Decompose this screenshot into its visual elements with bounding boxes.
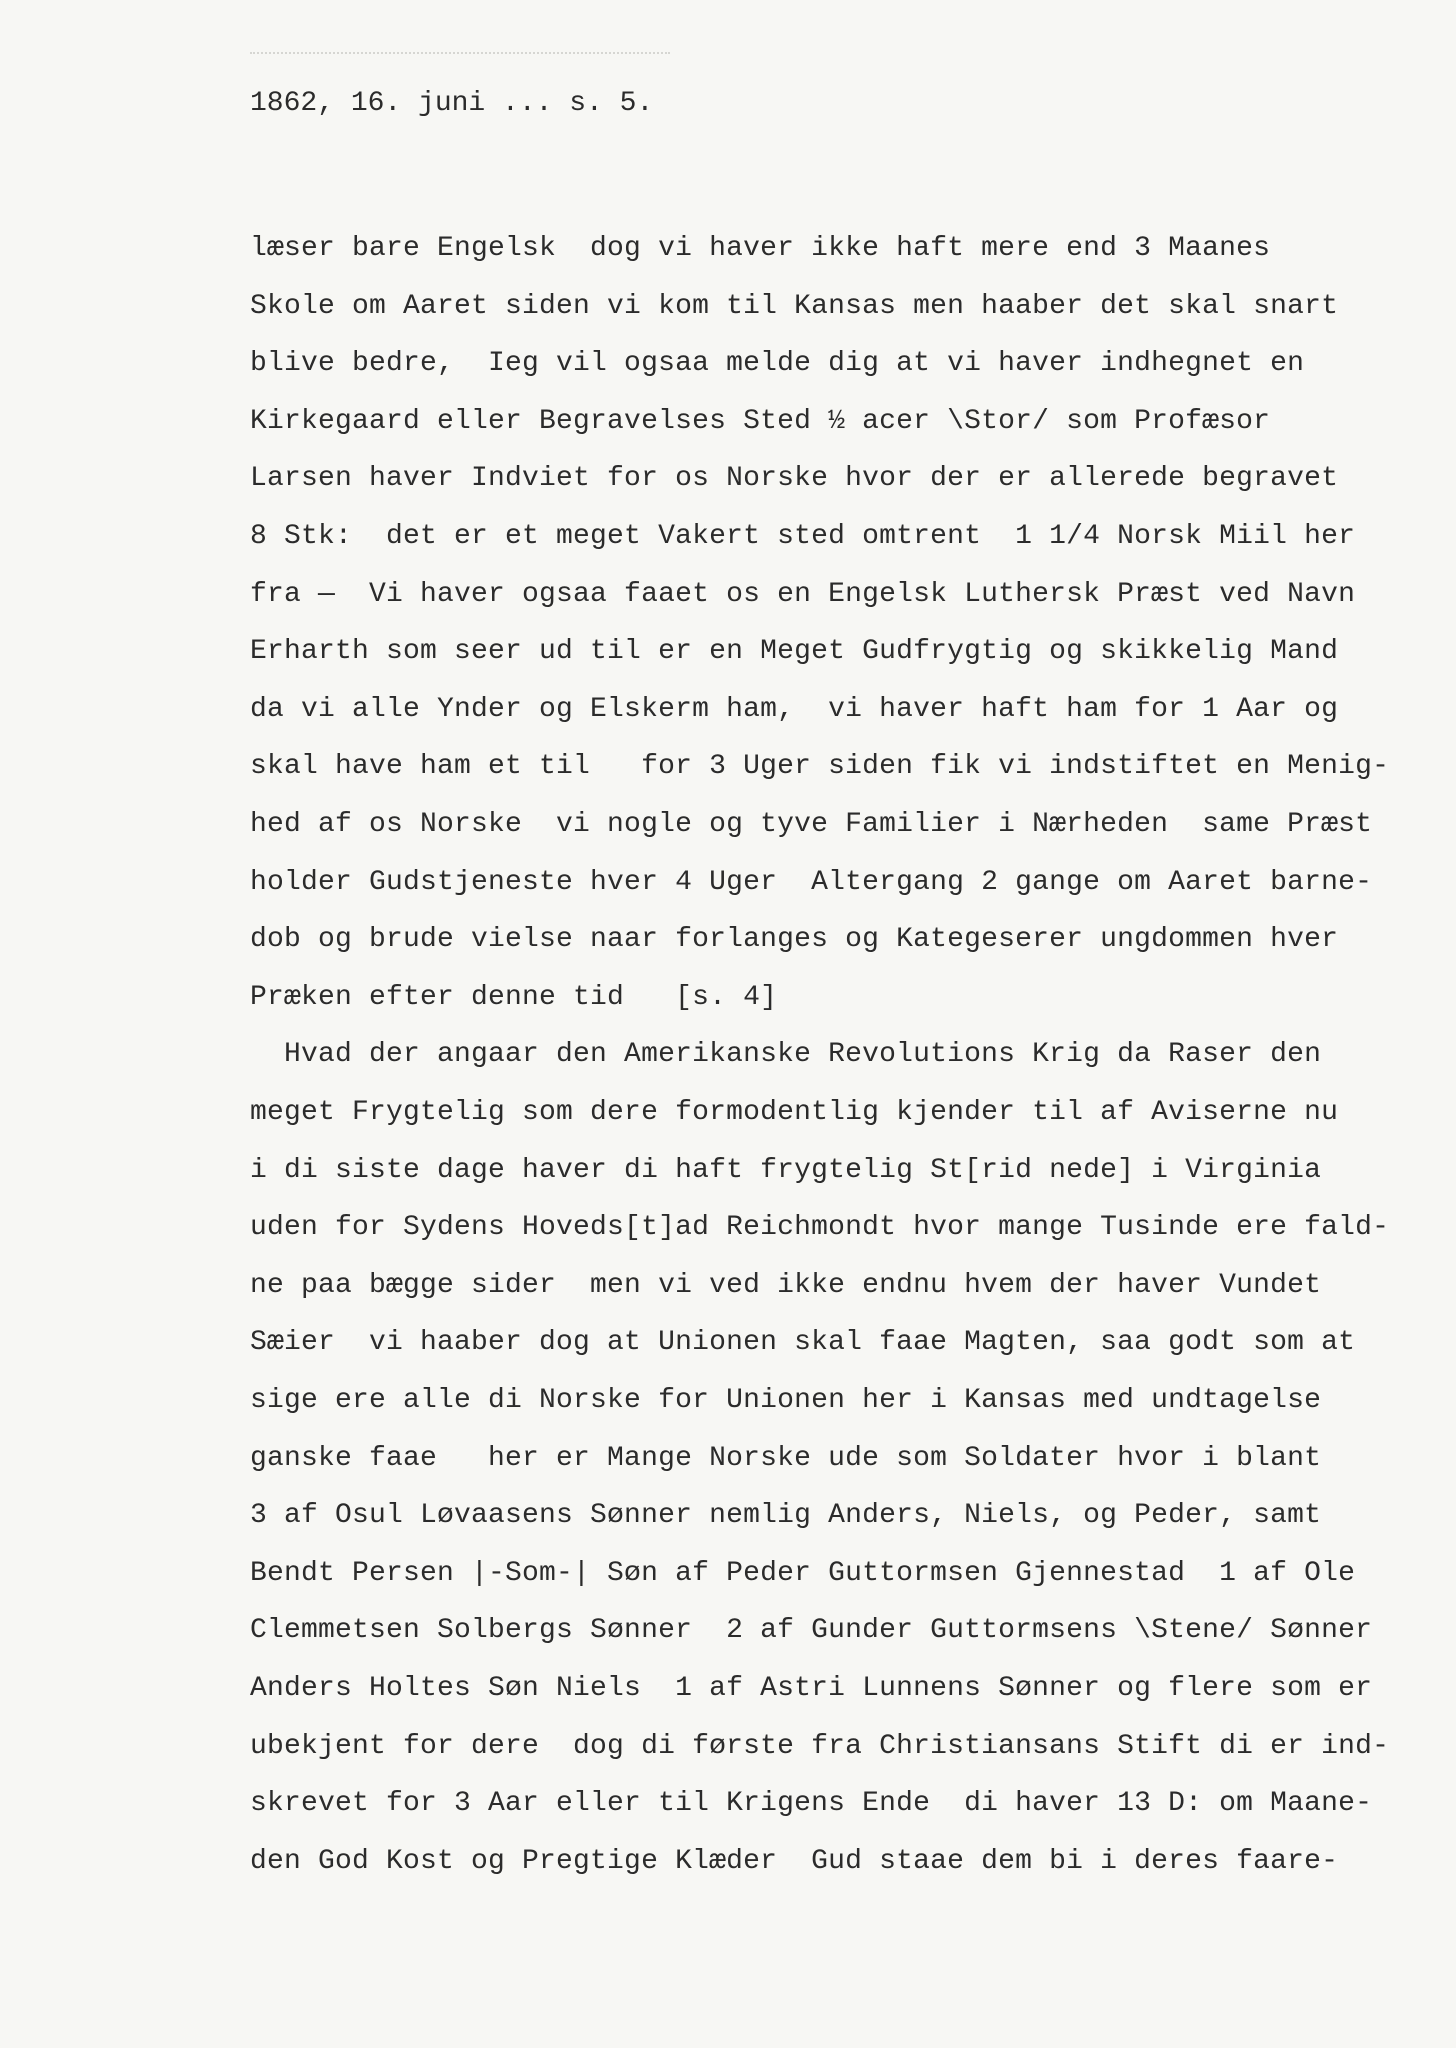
- text-line: i di siste dage haver di haft frygtelig St[rid nede] i Virginia: [250, 1154, 1322, 1186]
- text-line: ganske faae her er Mange Norske ude som Soldater hvor i blant: [250, 1442, 1322, 1474]
- text-line: blive bedre, Ieg vil ogsaa melde dig at vi haver indhegnet en: [250, 348, 1305, 380]
- text-line: Clemmetsen Solbergs Sønner 2 af Gunder Guttormsens \Stene/ Sønner: [250, 1615, 1373, 1647]
- text-line: 8 Stk: det er et meget Vakert sted omtrent 1 1/4 Norsk Miil her: [250, 521, 1356, 552]
- text-line: uden for Sydens Hoveds[t]ad Reichmondt hvor mange Tusinde ere fald-: [250, 1212, 1390, 1244]
- text-line: dob og brude vielse naar forlanges og Kategeserer ungdommen hver: [250, 924, 1339, 956]
- text-line: fra — Vi haver ogsaa faaet os en Engelsk Luthersk Præst ved Navn: [250, 578, 1356, 610]
- text-line: ubekjent for dere dog di første fra Christiansans Stift di er ind-: [250, 1730, 1390, 1762]
- text-line: hed af os Norske vi nogle og tyve Familier i Nærheden same Præst: [250, 809, 1373, 840]
- text-line: Præken efter denne tid [s. 4]: [250, 981, 778, 1013]
- text-line: sige ere alle di Norske for Unionen her i Kansas med undtagelse: [250, 1385, 1322, 1416]
- text-line: meget Frygtelig som dere formodentlig kjender til af Aviserne nu: [250, 1097, 1339, 1128]
- text-line: holder Gudstjeneste hver 4 Uger Altergang 2 gange om Aaret barne-: [250, 866, 1373, 898]
- text-line: Erharth som seer ud til er en Meget Gudfrygtig og skikkelig Mand: [250, 636, 1339, 668]
- text-line: skal have ham et til for 3 Uger siden fik vi indstiftet en Menig-: [250, 751, 1390, 783]
- text-line: læser bare Engelsk dog vi haver ikke haft mere end 3 Maanes: [250, 233, 1271, 264]
- text-line: Sæier vi haaber dog at Unionen skal faae Magten, saa godt som at: [250, 1327, 1356, 1359]
- text-line: 3 af Osul Løvaasens Sønner nemlig Anders, Niels, og Peder, samt: [250, 1500, 1322, 1532]
- text-line: da vi alle Ynder og Elskerm ham, vi haver haft ham for 1 Aar og: [250, 693, 1339, 725]
- text-line: skrevet for 3 Aar eller til Krigens Ende di haver 13 D: om Maane-: [250, 1788, 1373, 1820]
- text-line: Bendt Persen |-Som-| Søn af Peder Guttormsen Gjennestad 1 af Ole: [250, 1557, 1356, 1589]
- text-line: den God Kost og Pregtige Klæder Gud staae dem bi i deres faare-: [250, 1845, 1339, 1877]
- text-line: Skole om Aaret siden vi kom til Kansas men haaber det skal snart: [250, 290, 1339, 322]
- bleed-through-mark: [250, 52, 670, 66]
- text-line: Larsen haver Indviet for os Norske hvor der er allerede begravet: [250, 463, 1339, 495]
- page-heading: 1862, 16. juni ... s. 5.: [250, 88, 654, 119]
- text-line: Kirkegaard eller Begravelses Sted ½ acer \Stor/ som Profæsor: [250, 405, 1271, 437]
- text-line: Hvad der angaar den Amerikanske Revolutions Krig da Raser den: [250, 1039, 1322, 1071]
- text-line: Anders Holtes Søn Niels 1 af Astri Lunnens Sønner og flere som er: [250, 1673, 1373, 1704]
- text-line: ne paa bægge sider men vi ved ikke endnu hvem der haver Vundet: [250, 1269, 1322, 1301]
